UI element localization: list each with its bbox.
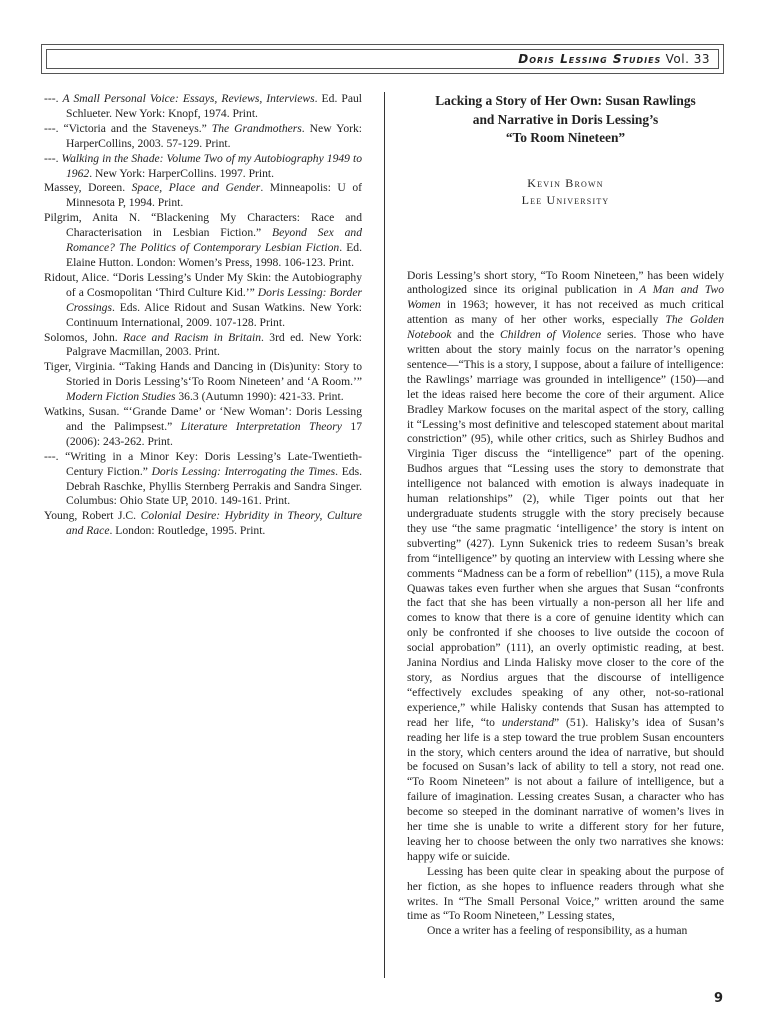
italic-title: The Grandmothers (211, 121, 302, 135)
body-paragraph: Once a writer has a feeling of responsibility, as a human (427, 924, 688, 938)
bibliography-entry: Solomos, John. Race and Racism in Britain. 3rd ed. New York: Palgrave Macmillan, 2003. Print. (44, 330, 362, 359)
italic-title: The Golden Notebook (407, 313, 724, 342)
italic-title: Modern Fiction Studies (66, 390, 176, 404)
italic-title: A Man and Two Women (407, 283, 725, 312)
running-head (518, 52, 710, 66)
volume-number: Vol. 33 (665, 52, 710, 66)
italic-title: Children of Violence (499, 328, 602, 342)
italic-title: Beyond Sex and Romance? The Politics of Contemporary Lesbian Fiction (66, 226, 362, 255)
body-paragraph: Doris Lessing’s short story, “To Room Nineteen,” has been widely anthologized since its original publication in A Man and Two Women in 1963; however, it has not received as much critical attention as many of her other works, especially The Golden Notebook and the Children of Violence series. Those who have written about the story mainly focus on the narrator’s opening sentence—“This is a story, I suppose, about a failure of intelligence: the Rawlings’ marriage was grounded in intelligence” (150)—and let the ideas raised here become the core of their argument. Alice Bradley Markow focuses on the marital aspect of the story, calling it “Lessing’s most definitive and telescoped statement about marital constriction” (95), while other critics, such as Shirley Budhos and Virginia Tiger discuss the “intelligence” part of the opening. Budhos argues that “Lessing uses the story to demonstrate that intelligence not balanced with emotion is always inadequate in human relationships” (2), while Tiger points out that her undergraduate students struggle with the story precisely because they use “the same pragmatic ‘intelligence’ the story is intent on subverting” (427). Lynn Sukenick tries to redeem Susan’s break from “intelligence” by quoting an interview with Lessing where she comments “Madness can be a form of rebellion” (115), a move Rula Quawas takes even further when she argues that Susan “confronts the fact that she has been virtually a non-person all her life and comes to know that there is a core of genuine identity which can only be confronted if she chooses to live outside the cocoon of social approbation” (111), an overly optimistic reading, at best. Janina Nordius and Linda Halisky move closer to the core of the story, as Nordius argues that the discourse of intelligence “effectively excludes speaking of any other, not-so-rational experience,” while Halisky contends that Susan has attempted to read her life, “to understand” (51). Halisky’s idea of Susan’s reading her life is a step toward the true problem Susan encounters in the story, which centers around the idea of narrative, but should be focused on Susan’s lack of ability to tell a story, not read one. “To Room Nineteen” is not about a failure of intelligence, but a failure of imagination. Lessing creates Susan, a character who has become so steeped in the dominant narrative of women’s lives in her time she is unable to write a different story for her future, leaving her to choose between the only two narratives she knows: happy wife or suicide. (407, 268, 725, 863)
italic-title: Walking in the Shade: Volume Two of my Autobiography 1949 to 1962 (61, 151, 362, 180)
article-title-line: and Narrative in Doris Lessing’s (472, 111, 659, 127)
bibliography-column (44, 92, 362, 539)
bibliography-entry: Ridout, Alice. “Doris Lessing’s Under My Skin: the Autobiography of a Cosmopolitan ‘Third Culture Kid.’” Doris Lessing: Border Crossings. Eds. Alice Ridout and Susan Watkins. New York: Continuum International, 2009. 107-128. Print. (44, 270, 362, 329)
italic-title: understand (501, 715, 554, 729)
bibliography-entry: ---. “Victoria and the Staveneys.” The Grandmothers. New York: HarperCollins, 2003. 57-129. Print. (44, 121, 363, 150)
article-column (407, 92, 724, 939)
running-header-frame (41, 44, 724, 74)
byline (407, 175, 724, 209)
article-title-line: “To Room Nineteen” (505, 130, 626, 145)
italic-title: Literature Interpretation Theory (180, 419, 342, 433)
italic-title: Space, Place and Gender (131, 181, 261, 195)
bibliography-entry: ---. “Writing in a Minor Key: Doris Lessing’s Late-Twentieth-Century Fiction.” Doris Lessing: Interrogating the Times. Eds. Debrah Raschke, Phyllis Sternberg Perrakis and Sandra Singer. Columbus: Ohio State UP, 2010. 149-161. Print. (44, 449, 362, 508)
body-paragraph: Lessing has been quite clear in speaking about the purpose of her fiction, as she hopes to influence readers through what she writes. In “The Small Personal Voice,” written around the same time as “To Room Nineteen,” Lessing states, (407, 864, 724, 923)
bibliography-entry: Pilgrim, Anita N. “Blackening My Characters: Race and Characterisation in Lesbian Fiction.” Beyond Sex and Romance? The Politics of Contemporary Lesbian Fiction. Ed. Elaine Hutton. London: Women’s Press, 1998. 106-123. Print. (44, 211, 362, 269)
article-title (407, 92, 724, 148)
italic-title: A Small Personal Voice: Essays, Reviews, Interviews (62, 92, 315, 105)
bibliography-entry: ---. Walking in the Shade: Volume Two of my Autobiography 1949 to 1962. New York: HarperCollins. 1997. Print. (44, 151, 362, 180)
bibliography-entry: Young, Robert J.C. Colonial Desire: Hybridity in Theory, Culture and Race. London: Routledge, 1995. Print. (44, 509, 363, 538)
bibliography-entry: ---. A Small Personal Voice: Essays, Reviews, Interviews. Ed. Paul Schlueter. New York: Knopf, 1974. Print. (44, 92, 362, 120)
bibliography-entry: Massey, Doreen. Space, Place and Gender. Minneapolis: U of Minnesota P, 1994. Print. (44, 181, 362, 210)
author-affiliation: Lee University (521, 192, 610, 207)
article-body (407, 269, 724, 940)
italic-title: Doris Lessing: Interrogating the Times (151, 464, 336, 478)
journal-title: Doris Lessing Studies (518, 52, 662, 66)
column-divider (384, 92, 385, 978)
italic-title: Colonial Desire: Hybridity in Theory, Culture and Race (66, 509, 363, 538)
bibliography-entry: Watkins, Susan. “‘Grande Dame’ or ‘New Woman’: Doris Lessing and the Palimpsest.” Literature Interpretation Theory 17 (2006): 243-262. Print. (44, 405, 362, 448)
bibliography-entry: Tiger, Virginia. “Taking Hands and Dancing in (Dis)unity: Story to Storied in Doris Lessing’s‘To Room Nineteen’ and ‘A Room.’” Modern Fiction Studies 36.3 (Autumn 1990): 421-33. Print. (44, 360, 362, 404)
page-number: 9 (713, 991, 723, 1006)
italic-title: Race and Racism in Britain (123, 330, 262, 344)
author-name: Kevin Brown (527, 175, 604, 190)
running-header-inner-frame (46, 49, 719, 69)
article-title-line: Lacking a Story of Her Own: Susan Rawlings (435, 93, 696, 108)
italic-title: Doris Lessing: Border Crossings (66, 285, 362, 314)
